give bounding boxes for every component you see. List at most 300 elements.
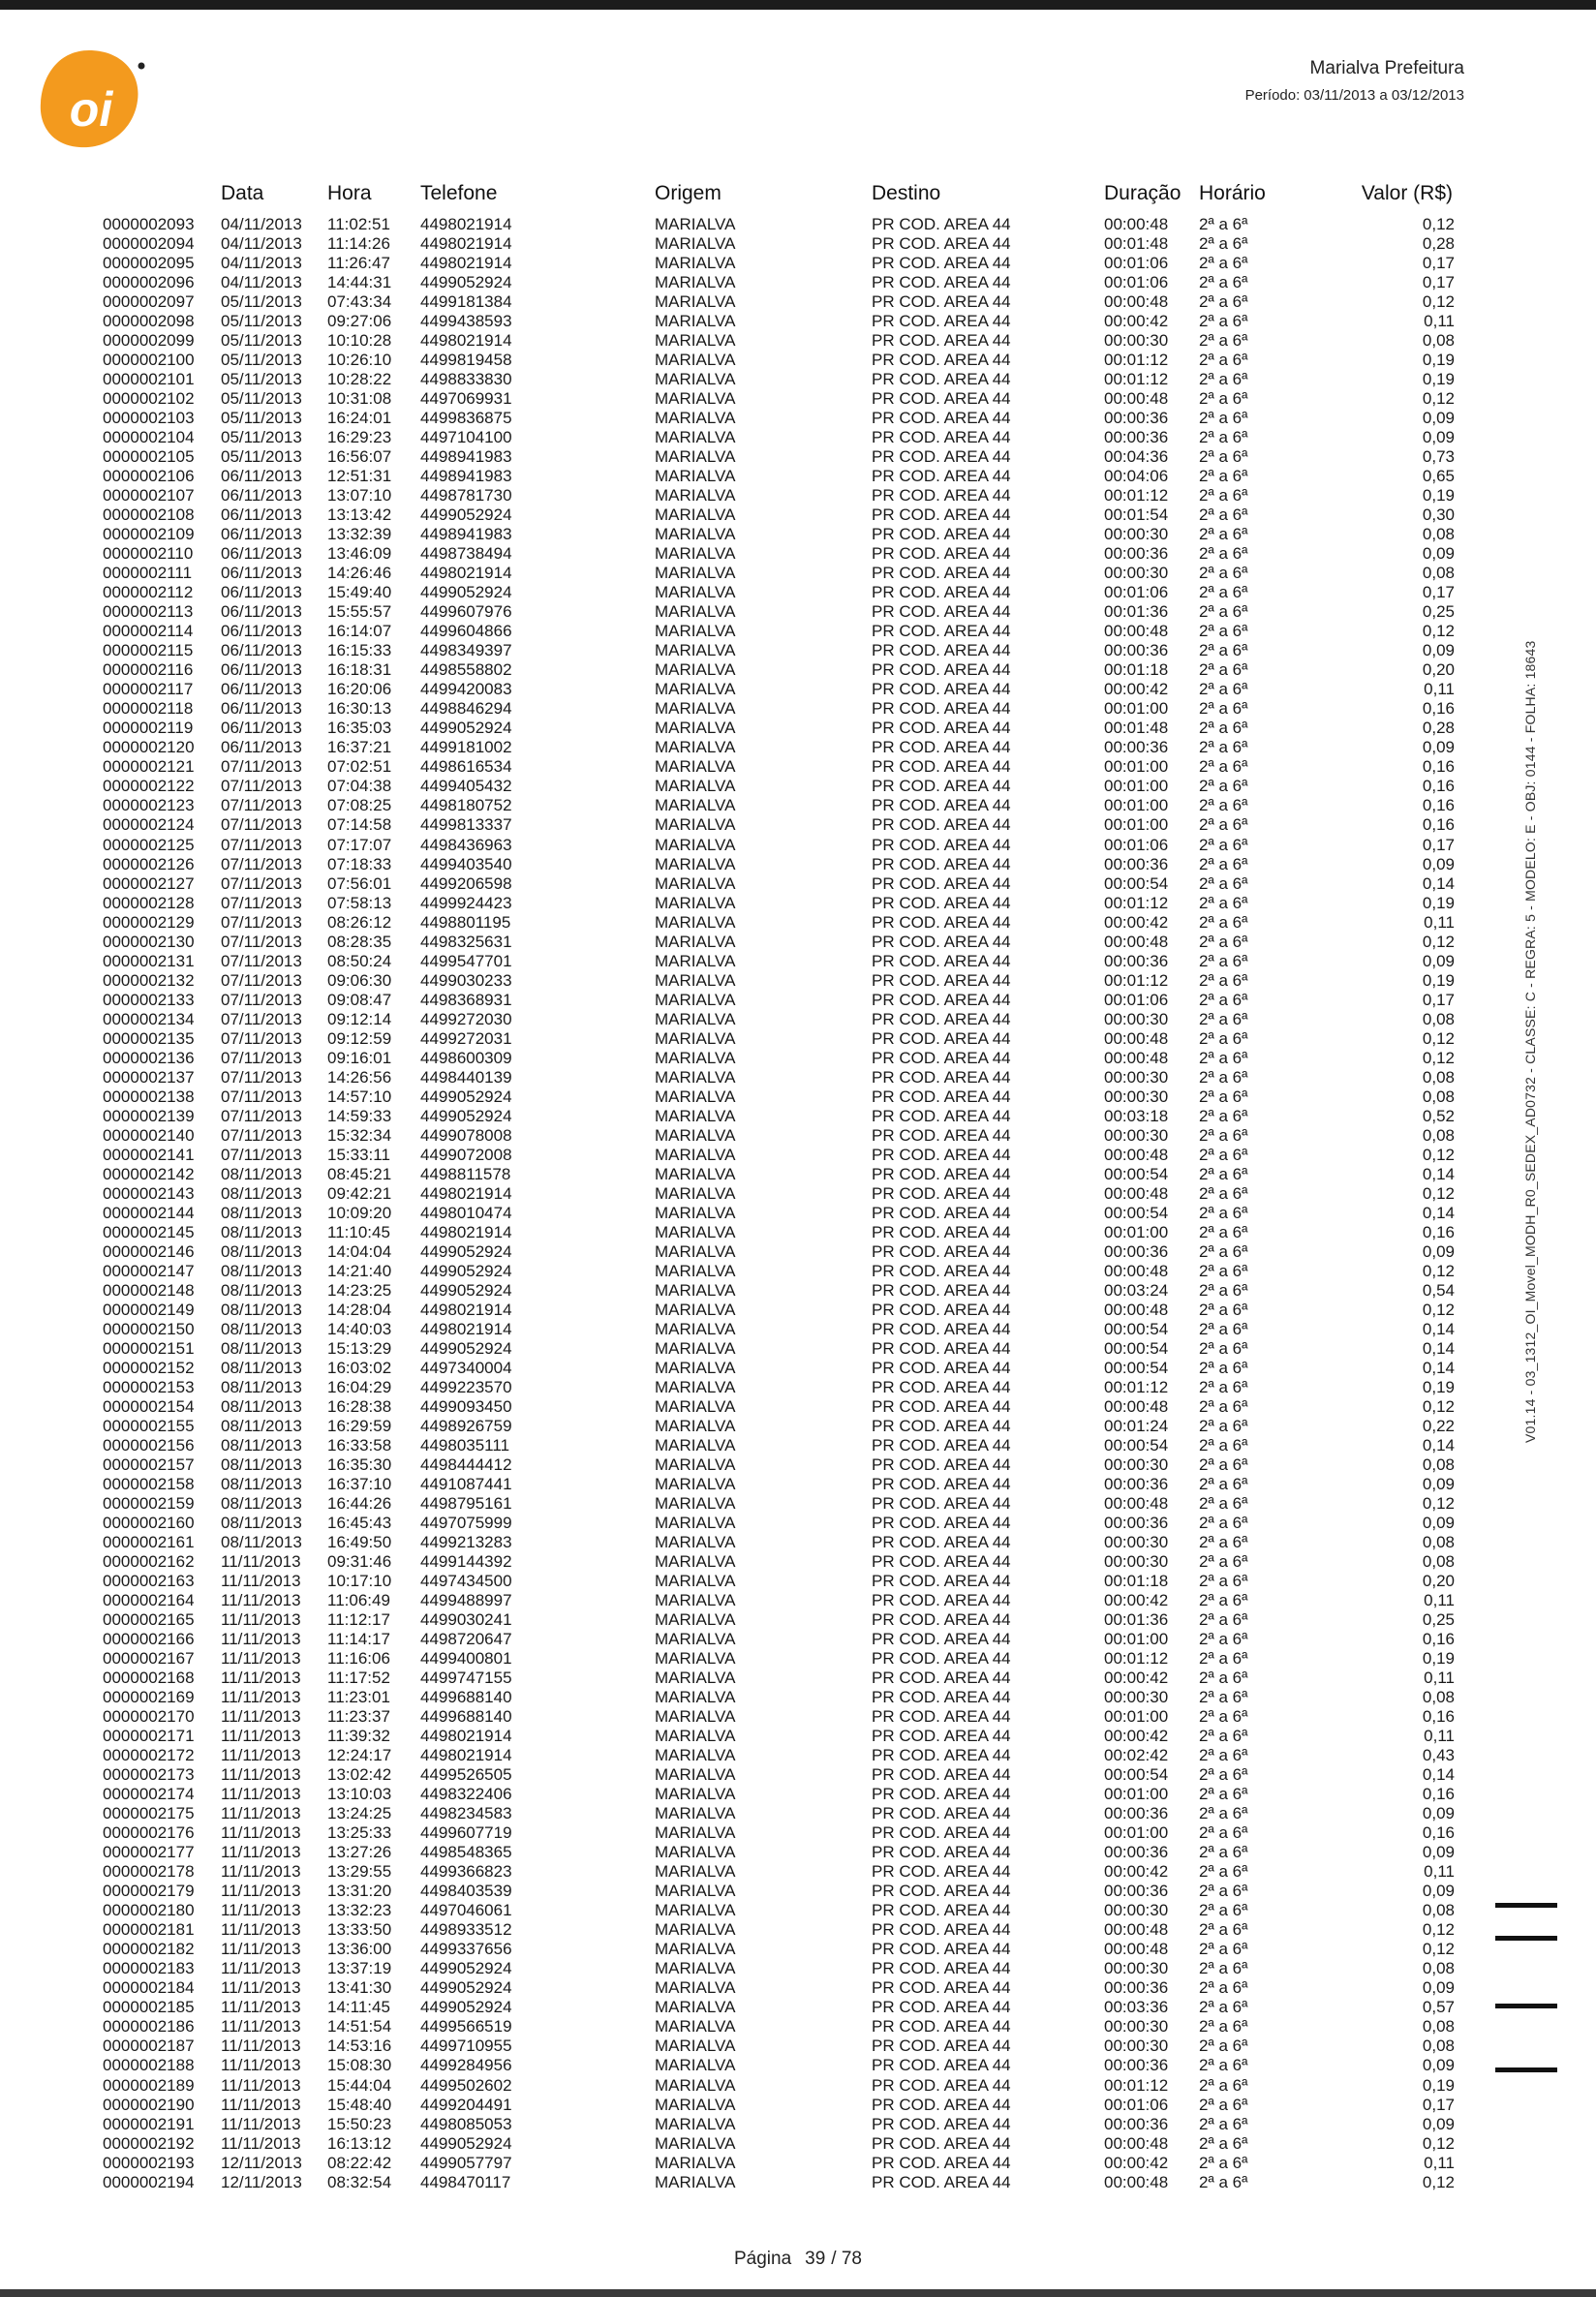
call-date: 06/11/2013 — [221, 486, 302, 505]
table-row — [0, 874, 1596, 894]
call-origin: MARIALVA — [655, 1338, 736, 1358]
call-id: 0000002101 — [103, 370, 195, 389]
call-phone: 4499181384 — [420, 292, 512, 312]
call-origin: MARIALVA — [655, 215, 736, 233]
call-phone: 4499400801 — [420, 1649, 512, 1669]
call-date: 07/11/2013 — [221, 1106, 302, 1125]
table-row — [0, 215, 1596, 234]
call-value: 0,17 — [1422, 990, 1455, 1009]
call-destination: PR COD. AREA 44 — [872, 1823, 1011, 1843]
call-period: 2ª a 6ª — [1199, 486, 1248, 505]
call-destination: PR COD. AREA 44 — [872, 757, 1011, 777]
call-date: 07/11/2013 — [221, 796, 302, 815]
call-id: 0000002124 — [103, 815, 195, 835]
call-value: 0,16 — [1422, 796, 1455, 815]
call-time: 13:02:42 — [327, 1765, 392, 1785]
call-phone: 4498021914 — [420, 254, 512, 273]
call-time: 08:28:35 — [327, 932, 392, 951]
call-id: 0000002135 — [103, 1028, 195, 1048]
call-destination: PR COD. AREA 44 — [872, 1048, 1011, 1067]
call-id: 0000002165 — [103, 1610, 195, 1630]
call-origin: MARIALVA — [655, 1998, 736, 2017]
call-duration: 00:01:12 — [1104, 486, 1169, 505]
call-destination: PR COD. AREA 44 — [872, 1514, 1011, 1533]
call-value: 0,12 — [1422, 2133, 1455, 2153]
table-row — [0, 292, 1596, 312]
call-period: 2ª a 6ª — [1199, 583, 1248, 602]
table-row — [0, 1359, 1596, 1378]
call-phone: 4498440139 — [420, 1067, 512, 1087]
call-id: 0000002182 — [103, 1940, 195, 1959]
call-phone: 4499502602 — [420, 2075, 512, 2095]
call-destination: PR COD. AREA 44 — [872, 932, 1011, 951]
call-id: 0000002117 — [103, 680, 194, 699]
call-period: 2ª a 6ª — [1199, 1475, 1248, 1494]
call-id: 0000002154 — [103, 1396, 195, 1416]
call-value: 0,28 — [1422, 234, 1455, 254]
call-value: 0,12 — [1422, 1494, 1455, 1514]
call-period: 2ª a 6ª — [1199, 1959, 1248, 1978]
call-value: 0,20 — [1422, 1572, 1455, 1591]
call-time: 11:02:51 — [327, 215, 390, 233]
call-origin: MARIALVA — [655, 1610, 736, 1630]
call-phone: 4499688140 — [420, 1707, 512, 1727]
call-value: 0,16 — [1422, 815, 1455, 835]
call-date: 11/11/2013 — [221, 1785, 301, 1804]
call-time: 15:13:29 — [327, 1338, 392, 1358]
call-id: 0000002103 — [103, 409, 195, 428]
call-date: 04/11/2013 — [221, 254, 302, 273]
call-value: 0,16 — [1422, 777, 1455, 796]
call-period: 2ª a 6ª — [1199, 680, 1248, 699]
call-time: 13:36:00 — [327, 1940, 392, 1959]
call-destination: PR COD. AREA 44 — [872, 2114, 1011, 2133]
call-date: 05/11/2013 — [221, 389, 302, 409]
call-duration: 00:01:06 — [1104, 583, 1169, 602]
call-duration: 00:00:36 — [1104, 738, 1169, 757]
call-period: 2ª a 6ª — [1199, 1358, 1248, 1377]
call-phone: 4498368931 — [420, 990, 512, 1009]
call-phone: 4499566519 — [420, 2017, 512, 2037]
table-row — [0, 933, 1596, 952]
call-id: 0000002099 — [103, 331, 195, 351]
call-value: 0,19 — [1422, 1377, 1455, 1396]
call-duration: 00:01:00 — [1104, 1785, 1169, 1804]
call-duration: 00:00:36 — [1104, 2114, 1169, 2133]
call-date: 05/11/2013 — [221, 409, 302, 428]
call-time: 08:22:42 — [327, 2153, 392, 2172]
table-row — [0, 894, 1596, 913]
table-row — [0, 991, 1596, 1010]
call-destination: PR COD. AREA 44 — [872, 2133, 1011, 2153]
table-row — [0, 1959, 1596, 1978]
call-duration: 00:00:30 — [1104, 1688, 1169, 1707]
call-phone: 4499607719 — [420, 1823, 512, 1843]
call-id: 0000002115 — [103, 641, 194, 660]
scan-mark — [1495, 1936, 1557, 1941]
table-row — [0, 699, 1596, 719]
call-phone: 4497104100 — [420, 428, 512, 447]
call-phone: 4499052924 — [420, 1978, 512, 1998]
call-date: 08/11/2013 — [221, 1300, 302, 1319]
call-period: 2ª a 6ª — [1199, 2172, 1248, 2191]
call-phone: 4499403540 — [420, 854, 512, 873]
call-time: 14:21:40 — [327, 1261, 392, 1280]
call-time: 15:50:23 — [327, 2114, 392, 2133]
call-value: 0,19 — [1422, 351, 1455, 370]
table-row — [0, 1998, 1596, 2017]
call-value: 0,14 — [1422, 1358, 1455, 1377]
call-origin: MARIALVA — [655, 312, 736, 331]
call-value: 0,19 — [1422, 970, 1455, 990]
call-phone: 4498941983 — [420, 447, 512, 467]
call-phone: 4499093450 — [420, 1396, 512, 1416]
table-row — [0, 1010, 1596, 1029]
call-time: 16:28:38 — [327, 1396, 392, 1416]
call-date: 06/11/2013 — [221, 525, 302, 544]
call-period: 2ª a 6ª — [1199, 796, 1248, 815]
call-time: 14:59:33 — [327, 1106, 392, 1125]
call-time: 13:32:23 — [327, 1901, 392, 1920]
call-phone: 4497434500 — [420, 1572, 512, 1591]
call-id: 0000002192 — [103, 2133, 195, 2153]
call-period: 2ª a 6ª — [1199, 1649, 1248, 1669]
call-time: 14:44:31 — [327, 273, 392, 292]
call-phone: 4499223570 — [420, 1377, 512, 1396]
call-value: 0,08 — [1422, 1901, 1455, 1920]
call-origin: MARIALVA — [655, 564, 736, 583]
table-row — [0, 1649, 1596, 1669]
call-phone: 4499405432 — [420, 777, 512, 796]
table-row — [0, 1223, 1596, 1242]
call-id: 0000002122 — [103, 777, 195, 796]
call-origin: MARIALVA — [655, 1435, 736, 1455]
call-date: 04/11/2013 — [221, 234, 302, 254]
call-date: 11/11/2013 — [221, 2056, 301, 2075]
call-time: 15:49:40 — [327, 583, 392, 602]
call-date: 08/11/2013 — [221, 1183, 302, 1203]
call-time: 08:26:12 — [327, 912, 392, 932]
call-origin: MARIALVA — [655, 1048, 736, 1067]
call-value: 0,08 — [1422, 1533, 1455, 1552]
call-date: 08/11/2013 — [221, 1241, 302, 1261]
call-time: 11:14:26 — [327, 234, 390, 254]
scan-mark — [1495, 2067, 1557, 2072]
call-time: 13:27:26 — [327, 1843, 392, 1862]
table-row — [0, 2076, 1596, 2096]
column-header-origem: Origem — [655, 182, 721, 204]
call-origin: MARIALVA — [655, 1727, 736, 1746]
call-phone: 4498738494 — [420, 544, 512, 564]
call-value: 0,12 — [1422, 1145, 1455, 1164]
table-row — [0, 583, 1596, 602]
call-period: 2ª a 6ª — [1199, 1823, 1248, 1843]
call-destination: PR COD. AREA 44 — [872, 525, 1011, 544]
call-phone: 4499604866 — [420, 622, 512, 641]
call-time: 16:29:23 — [327, 428, 392, 447]
call-id: 0000002105 — [103, 447, 195, 467]
call-origin: MARIALVA — [655, 622, 736, 641]
call-id: 0000002098 — [103, 312, 195, 331]
call-duration: 00:00:54 — [1104, 1338, 1169, 1358]
call-origin: MARIALVA — [655, 1920, 736, 1940]
call-date: 11/11/2013 — [221, 1804, 301, 1823]
call-period: 2ª a 6ª — [1199, 1455, 1248, 1474]
call-duration: 00:00:36 — [1104, 1843, 1169, 1862]
call-origin: MARIALVA — [655, 1533, 736, 1552]
call-time: 10:28:22 — [327, 370, 392, 389]
call-phone: 4499052924 — [420, 273, 512, 292]
call-origin: MARIALVA — [655, 1222, 736, 1241]
call-destination: PR COD. AREA 44 — [872, 1843, 1011, 1862]
call-destination: PR COD. AREA 44 — [872, 351, 1011, 370]
call-phone: 4499057797 — [420, 2153, 512, 2172]
call-date: 11/11/2013 — [221, 2037, 301, 2056]
call-period: 2ª a 6ª — [1199, 1843, 1248, 1862]
call-destination: PR COD. AREA 44 — [872, 873, 1011, 893]
call-period: 2ª a 6ª — [1199, 1591, 1248, 1610]
call-phone: 4498846294 — [420, 699, 512, 719]
call-value: 0,12 — [1422, 1183, 1455, 1203]
call-time: 16:37:10 — [327, 1475, 392, 1494]
call-value: 0,08 — [1422, 331, 1455, 351]
table-row — [0, 486, 1596, 505]
table-row — [0, 602, 1596, 622]
call-phone: 4498021914 — [420, 1746, 512, 1765]
table-row — [0, 2017, 1596, 2037]
call-origin: MARIALVA — [655, 873, 736, 893]
call-time: 07:02:51 — [327, 757, 392, 777]
call-destination: PR COD. AREA 44 — [872, 602, 1011, 622]
column-header-destino: Destino — [872, 182, 941, 204]
call-id: 0000002102 — [103, 389, 195, 409]
call-id: 0000002181 — [103, 1920, 195, 1940]
call-id: 0000002185 — [103, 1998, 195, 2017]
call-duration: 00:00:48 — [1104, 1300, 1169, 1319]
call-time: 14:23:25 — [327, 1280, 392, 1300]
scan-mark — [1495, 2004, 1557, 2008]
table-row — [0, 1862, 1596, 1882]
call-date: 05/11/2013 — [221, 447, 302, 467]
call-id: 0000002160 — [103, 1514, 195, 1533]
call-origin: MARIALVA — [655, 1028, 736, 1048]
call-time: 16:14:07 — [327, 622, 392, 641]
table-row — [0, 312, 1596, 331]
call-date: 11/11/2013 — [221, 1591, 301, 1610]
call-duration: 00:00:54 — [1104, 873, 1169, 893]
call-origin: MARIALVA — [655, 447, 736, 467]
call-time: 11:26:47 — [327, 254, 390, 273]
call-time: 16:45:43 — [327, 1514, 392, 1533]
call-phone: 4499213283 — [420, 1533, 512, 1552]
call-time: 13:10:03 — [327, 1785, 392, 1804]
table-row — [0, 389, 1596, 409]
call-id: 0000002193 — [103, 2153, 195, 2172]
call-period: 2ª a 6ª — [1199, 1125, 1248, 1145]
table-row — [0, 1281, 1596, 1301]
call-value: 0,09 — [1422, 641, 1455, 660]
call-date: 05/11/2013 — [221, 428, 302, 447]
call-destination: PR COD. AREA 44 — [872, 622, 1011, 641]
call-duration: 00:01:00 — [1104, 1823, 1169, 1843]
call-destination: PR COD. AREA 44 — [872, 1164, 1011, 1183]
call-time: 13:24:25 — [327, 1804, 392, 1823]
call-period: 2ª a 6ª — [1199, 1300, 1248, 1319]
call-origin: MARIALVA — [655, 719, 736, 738]
call-period: 2ª a 6ª — [1199, 1610, 1248, 1630]
table-row — [0, 1242, 1596, 1262]
call-duration: 00:00:30 — [1104, 1009, 1169, 1028]
table-row — [0, 1591, 1596, 1610]
call-phone: 4499272030 — [420, 1009, 512, 1028]
call-time: 09:16:01 — [327, 1048, 392, 1067]
call-duration: 00:00:48 — [1104, 1940, 1169, 1959]
call-value: 0,30 — [1422, 505, 1455, 525]
call-id: 0000002100 — [103, 351, 195, 370]
call-time: 14:11:45 — [327, 1998, 390, 2017]
call-period: 2ª a 6ª — [1199, 835, 1248, 854]
call-time: 10:17:10 — [327, 1572, 392, 1591]
call-time: 14:51:54 — [327, 2017, 392, 2037]
call-period: 2ª a 6ª — [1199, 738, 1248, 757]
call-period: 2ª a 6ª — [1199, 409, 1248, 428]
call-value: 0,09 — [1422, 1241, 1455, 1261]
table-row — [0, 351, 1596, 370]
call-destination: PR COD. AREA 44 — [872, 1940, 1011, 1959]
call-date: 11/11/2013 — [221, 2095, 301, 2114]
call-period: 2ª a 6ª — [1199, 525, 1248, 544]
table-row — [0, 1455, 1596, 1475]
call-value: 0,17 — [1422, 583, 1455, 602]
logo-text: oi — [69, 82, 113, 137]
table-row — [0, 815, 1596, 835]
column-header-horario: Horário — [1199, 182, 1266, 204]
call-destination: PR COD. AREA 44 — [872, 2075, 1011, 2095]
call-destination: PR COD. AREA 44 — [872, 1785, 1011, 1804]
call-date: 11/11/2013 — [221, 1765, 301, 1785]
call-period: 2ª a 6ª — [1199, 1338, 1248, 1358]
call-id: 0000002188 — [103, 2056, 195, 2075]
call-phone: 4499836875 — [420, 409, 512, 428]
call-duration: 00:01:00 — [1104, 699, 1169, 719]
call-period: 2ª a 6ª — [1199, 2133, 1248, 2153]
call-period: 2ª a 6ª — [1199, 1494, 1248, 1514]
call-origin: MARIALVA — [655, 1455, 736, 1474]
call-destination: PR COD. AREA 44 — [872, 1494, 1011, 1514]
call-phone: 4498322406 — [420, 1785, 512, 1804]
call-period: 2ª a 6ª — [1199, 660, 1248, 680]
call-value: 0,19 — [1422, 893, 1455, 912]
call-origin: MARIALVA — [655, 234, 736, 254]
call-id: 0000002179 — [103, 1882, 195, 1901]
call-period: 2ª a 6ª — [1199, 1396, 1248, 1416]
call-phone: 4499284956 — [420, 2056, 512, 2075]
call-phone: 4499052924 — [420, 719, 512, 738]
call-date: 12/11/2013 — [221, 2172, 302, 2191]
call-period: 2ª a 6ª — [1199, 1087, 1248, 1106]
call-destination: PR COD. AREA 44 — [872, 370, 1011, 389]
table-row — [0, 1417, 1596, 1436]
call-destination: PR COD. AREA 44 — [872, 990, 1011, 1009]
call-date: 11/11/2013 — [221, 1688, 301, 1707]
call-period: 2ª a 6ª — [1199, 1552, 1248, 1572]
call-id: 0000002095 — [103, 254, 195, 273]
call-origin: MARIALVA — [655, 951, 736, 970]
call-date: 11/11/2013 — [221, 2133, 301, 2153]
call-origin: MARIALVA — [655, 815, 736, 835]
call-time: 10:31:08 — [327, 389, 392, 409]
call-time: 16:30:13 — [327, 699, 392, 719]
call-time: 16:33:58 — [327, 1435, 392, 1455]
call-value: 0,11 — [1424, 1669, 1455, 1688]
call-time: 16:15:33 — [327, 641, 392, 660]
call-destination: PR COD. AREA 44 — [872, 428, 1011, 447]
table-row — [0, 1940, 1596, 1959]
table-row — [0, 428, 1596, 447]
call-id: 0000002131 — [103, 951, 195, 970]
call-id: 0000002138 — [103, 1087, 195, 1106]
column-header-data: Data — [221, 182, 264, 204]
call-origin: MARIALVA — [655, 1959, 736, 1978]
call-date: 06/11/2013 — [221, 564, 302, 583]
call-destination: PR COD. AREA 44 — [872, 389, 1011, 409]
call-phone: 4498548365 — [420, 1843, 512, 1862]
call-period: 2ª a 6ª — [1199, 932, 1248, 951]
call-time: 09:06:30 — [327, 970, 392, 990]
call-id: 0000002177 — [103, 1843, 195, 1862]
call-date: 05/11/2013 — [221, 292, 302, 312]
call-time: 13:32:39 — [327, 525, 392, 544]
call-phone: 4498436963 — [420, 835, 512, 854]
call-time: 16:03:02 — [327, 1358, 392, 1377]
call-phone: 4499181002 — [420, 738, 512, 757]
call-id: 0000002120 — [103, 738, 195, 757]
call-date: 07/11/2013 — [221, 1067, 302, 1087]
call-period: 2ª a 6ª — [1199, 1940, 1248, 1959]
call-origin: MARIALVA — [655, 1416, 736, 1435]
call-date: 06/11/2013 — [221, 544, 302, 564]
bottom-border — [0, 2289, 1596, 2297]
call-phone: 4498021914 — [420, 1319, 512, 1338]
call-time: 14:40:03 — [327, 1319, 392, 1338]
call-id: 0000002096 — [103, 273, 195, 292]
call-duration: 00:00:30 — [1104, 1455, 1169, 1474]
call-id: 0000002174 — [103, 1785, 195, 1804]
table-row — [0, 254, 1596, 273]
call-period: 2ª a 6ª — [1199, 505, 1248, 525]
call-date: 08/11/2013 — [221, 1164, 302, 1183]
page-label: Página — [733, 2249, 792, 2269]
call-time: 07:04:38 — [327, 777, 392, 796]
call-date: 08/11/2013 — [221, 1435, 302, 1455]
call-duration: 00:00:36 — [1104, 1475, 1169, 1494]
call-date: 11/11/2013 — [221, 1552, 301, 1572]
call-date: 07/11/2013 — [221, 777, 302, 796]
call-destination: PR COD. AREA 44 — [872, 1688, 1011, 1707]
call-date: 08/11/2013 — [221, 1455, 302, 1474]
call-destination: PR COD. AREA 44 — [872, 1552, 1011, 1572]
call-id: 0000002119 — [103, 719, 194, 738]
call-time: 10:26:10 — [327, 351, 392, 370]
call-destination: PR COD. AREA 44 — [872, 564, 1011, 583]
call-phone: 4498941983 — [420, 525, 512, 544]
call-phone: 4498795161 — [420, 1494, 512, 1514]
call-duration: 00:01:54 — [1104, 505, 1169, 525]
call-destination: PR COD. AREA 44 — [872, 409, 1011, 428]
call-destination: PR COD. AREA 44 — [872, 1338, 1011, 1358]
call-date: 07/11/2013 — [221, 1009, 302, 1028]
page-total: 78 — [841, 2249, 862, 2269]
